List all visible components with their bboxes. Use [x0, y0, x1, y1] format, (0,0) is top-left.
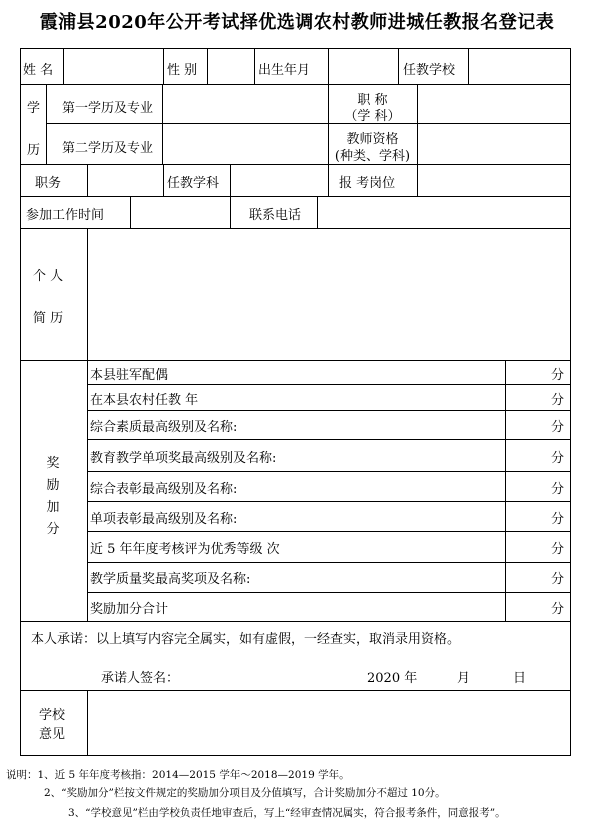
col-line — [398, 49, 399, 84]
row-line — [87, 410, 570, 411]
row-line — [87, 471, 570, 472]
bonus-item: 近 5 年年度考核评为优秀等级 次 — [90, 542, 280, 557]
school-opinion-label-line2: 意见 — [39, 727, 66, 742]
bonus-item: 教育教学单项奖最高级别及名称: — [90, 451, 277, 466]
col-line — [163, 49, 164, 84]
bonus-item: 在本县农村任教 年 — [90, 393, 199, 408]
edu-side-label-top: 学 — [27, 101, 41, 116]
row-line — [46, 123, 570, 124]
note-line: 说明：1、近 5 年年度考核指：2014—2015 学年～2018—2019 学年。 — [6, 769, 350, 781]
signer-label: 承诺人签名： — [101, 671, 180, 686]
col-line — [254, 49, 255, 84]
col-line — [63, 49, 64, 84]
col-line — [230, 196, 231, 228]
school-opinion-label-line1: 学校 — [39, 708, 66, 723]
col-line — [87, 228, 88, 621]
second-degree-label: 第二学历及专业 — [62, 141, 154, 156]
resume-label-line2: 简 历 — [33, 311, 64, 326]
row-line — [21, 621, 570, 622]
bonus-item: 奖励加分合计 — [90, 602, 169, 617]
form-title: 霞浦县2020年公开考试择优选调农村教师进城任教报名登记表 — [39, 12, 555, 33]
bonus-item: 综合素质最高级别及名称: — [90, 420, 238, 435]
bonus-item: 单项表彰最高级别及名称: — [90, 512, 238, 527]
birth-label: 出生年月 — [258, 63, 311, 78]
col-line — [468, 49, 469, 84]
gender-label: 性 别 — [167, 63, 198, 78]
work-time-label: 参加工作时间 — [26, 208, 105, 223]
title-sub-label: （学 科） — [344, 109, 401, 124]
school-label: 任教学校 — [403, 63, 456, 78]
col-line — [207, 49, 208, 84]
row-line — [87, 439, 570, 440]
score-unit: 分 — [551, 393, 565, 408]
score-unit: 分 — [551, 572, 565, 587]
edu-side-label-bottom: 历 — [27, 143, 41, 158]
col-line — [230, 164, 231, 196]
resume-label-line1: 个 人 — [33, 269, 64, 284]
col-line — [417, 164, 418, 196]
row-line — [87, 562, 570, 563]
qualification-label: 教师资格 — [346, 132, 399, 147]
row-line — [21, 690, 570, 691]
promise-text: 本人承诺：以上填写内容完全属实，如有虚假，一经查实，取消录用资格。 — [31, 632, 461, 647]
qualification-sub-label: (种类、学科) — [334, 149, 411, 164]
score-unit: 分 — [551, 482, 565, 497]
col-line — [162, 84, 163, 164]
bonus-item: 教学质量奖最高奖项及名称: — [90, 572, 251, 587]
col-line — [328, 164, 329, 196]
row-line — [87, 592, 570, 593]
bonus-item: 综合表彰最高级别及名称: — [90, 482, 238, 497]
sign-day: 日 — [513, 671, 527, 686]
bonus-item: 本县驻军配偶 — [90, 368, 169, 383]
col-line — [328, 49, 329, 84]
col-line — [87, 164, 88, 196]
first-degree-label: 第一学历及专业 — [62, 101, 154, 116]
row-line — [21, 84, 570, 85]
sign-month: 月 — [457, 671, 471, 686]
col-line — [163, 164, 164, 196]
phone-label: 联系电话 — [249, 208, 302, 223]
sign-year: 2020 年 — [367, 671, 418, 686]
row-line — [21, 196, 570, 197]
col-line — [130, 196, 131, 228]
apply-post-label: 报 考岗位 — [339, 176, 396, 191]
row-line — [87, 531, 570, 532]
registration-table — [20, 48, 571, 756]
row-line — [21, 228, 570, 229]
score-unit: 分 — [551, 602, 565, 617]
note-line: 3、“学校意见”栏由学校负责任地审查后，写上“经审查情况属实，符合报考条件，同意报考”。 — [68, 807, 506, 819]
score-unit: 分 — [551, 542, 565, 557]
score-unit: 分 — [551, 368, 565, 383]
bonus-side-label: 奖 励 加 分 — [46, 456, 60, 537]
col-line — [87, 690, 88, 755]
score-unit: 分 — [551, 451, 565, 466]
note-line: 2、“奖励加分”栏按文件规定的奖励加分项目及分值填写，合计奖励加分不超过 10分。 — [44, 787, 446, 799]
row-line — [21, 360, 570, 361]
title-label: 职 称 — [357, 93, 388, 108]
score-unit: 分 — [551, 420, 565, 435]
row-line — [87, 384, 570, 385]
col-line — [505, 360, 506, 621]
post-label: 职务 — [35, 176, 62, 191]
row-line — [21, 164, 570, 165]
row-line — [87, 501, 570, 502]
score-unit: 分 — [551, 512, 565, 527]
name-label: 姓 名 — [23, 63, 54, 78]
col-line — [317, 196, 318, 228]
teaching-subject-label: 任教学科 — [167, 176, 220, 191]
col-line — [46, 84, 47, 164]
